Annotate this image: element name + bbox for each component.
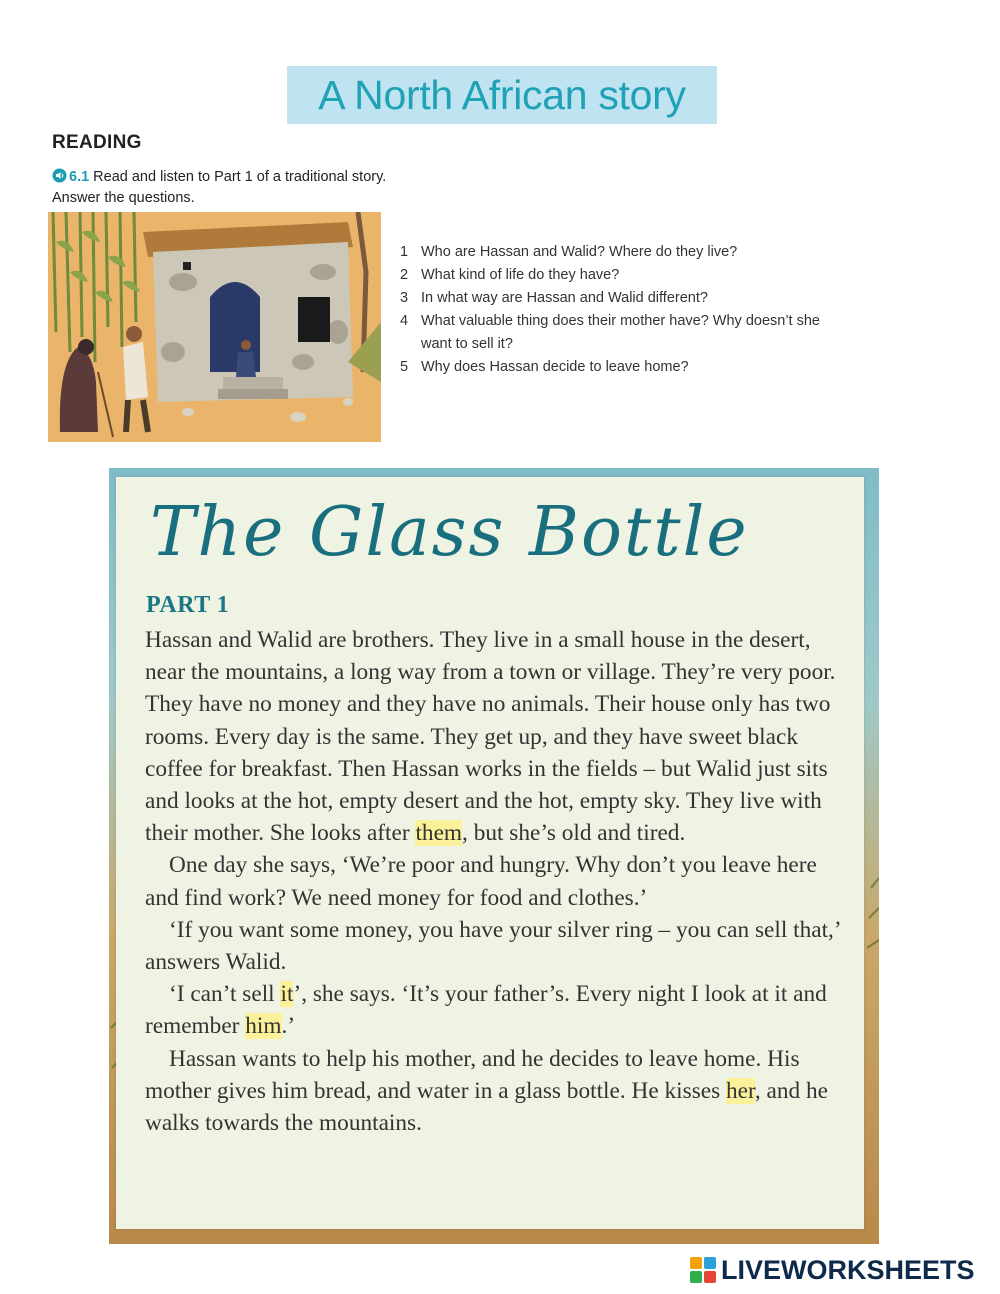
question-item: 4 What valuable thing does their mother have? Why doesn’t she want to sell it? [400, 313, 820, 352]
highlighted-word[interactable]: him [245, 1013, 282, 1040]
story-body [145, 624, 845, 1139]
story-paragraph: Hassan wants to help his mother, and he decides to leave home. His mother gives him bread, and water in a glass bottle. He kisses her, and he walks towards the mountains. [145, 1045, 828, 1137]
page-title-box [287, 66, 717, 124]
question-item: 1 Who are Hassan and Walid? Where do they live? [400, 244, 738, 260]
question-list [400, 241, 840, 379]
section-label: READING [52, 132, 142, 153]
track-number: 6.1 [69, 169, 90, 185]
story-title: The Glass Bottle [150, 493, 749, 572]
story-paragraph: Hassan and Walid are brothers. They live in a small house in the desert, near the mountains, a long way from a town or village. They’re very poor. They have no money and they have no animals. Their house only has two rooms. Every day is the same. They get up, and they have sweet black coffee for breakfast. Then Hassan works in the fields – but Walid just sits and looks at the hot, empty desert and the hot, empty sky. They live with their mother. She looks after them, but she’s old and tired. [145, 627, 836, 847]
brand-icon [690, 1257, 716, 1283]
story-paragraph: ‘If you want some money, you have your silver ring – you can sell that,’ answers Walid. [145, 916, 840, 976]
question-item: 3 In what way are Hassan and Walid different? [400, 290, 708, 306]
question-item: 5 Why does Hassan decide to leave home? [400, 359, 689, 375]
story-paragraph: ‘I can’t sell it’, she says. ‘It’s your father’s. Every night I look at it and remember him.’ [145, 981, 827, 1040]
story-paragraph: One day she says, ‘We’re poor and hungry. Why don’t you leave here and find work? We need money for food and clothes.’ [145, 852, 817, 911]
part-label: PART 1 [146, 592, 230, 618]
page-title: A North African story [318, 71, 686, 118]
highlighted-word[interactable]: it [280, 981, 294, 1008]
reading-instruction [52, 168, 397, 208]
brand-logo [690, 1253, 975, 1287]
audio-icon[interactable] [52, 168, 67, 189]
instruction-text: Read and listen to Part 1 of a traditional story. Answer the questions. [52, 169, 387, 206]
question-item: 2 What kind of life do they have? [400, 267, 620, 283]
highlighted-word[interactable]: her [726, 1077, 755, 1104]
brand-name: LIVEWORKSHEETS [721, 1254, 975, 1285]
story-illustration [48, 212, 381, 442]
highlighted-word[interactable]: them [415, 820, 463, 847]
